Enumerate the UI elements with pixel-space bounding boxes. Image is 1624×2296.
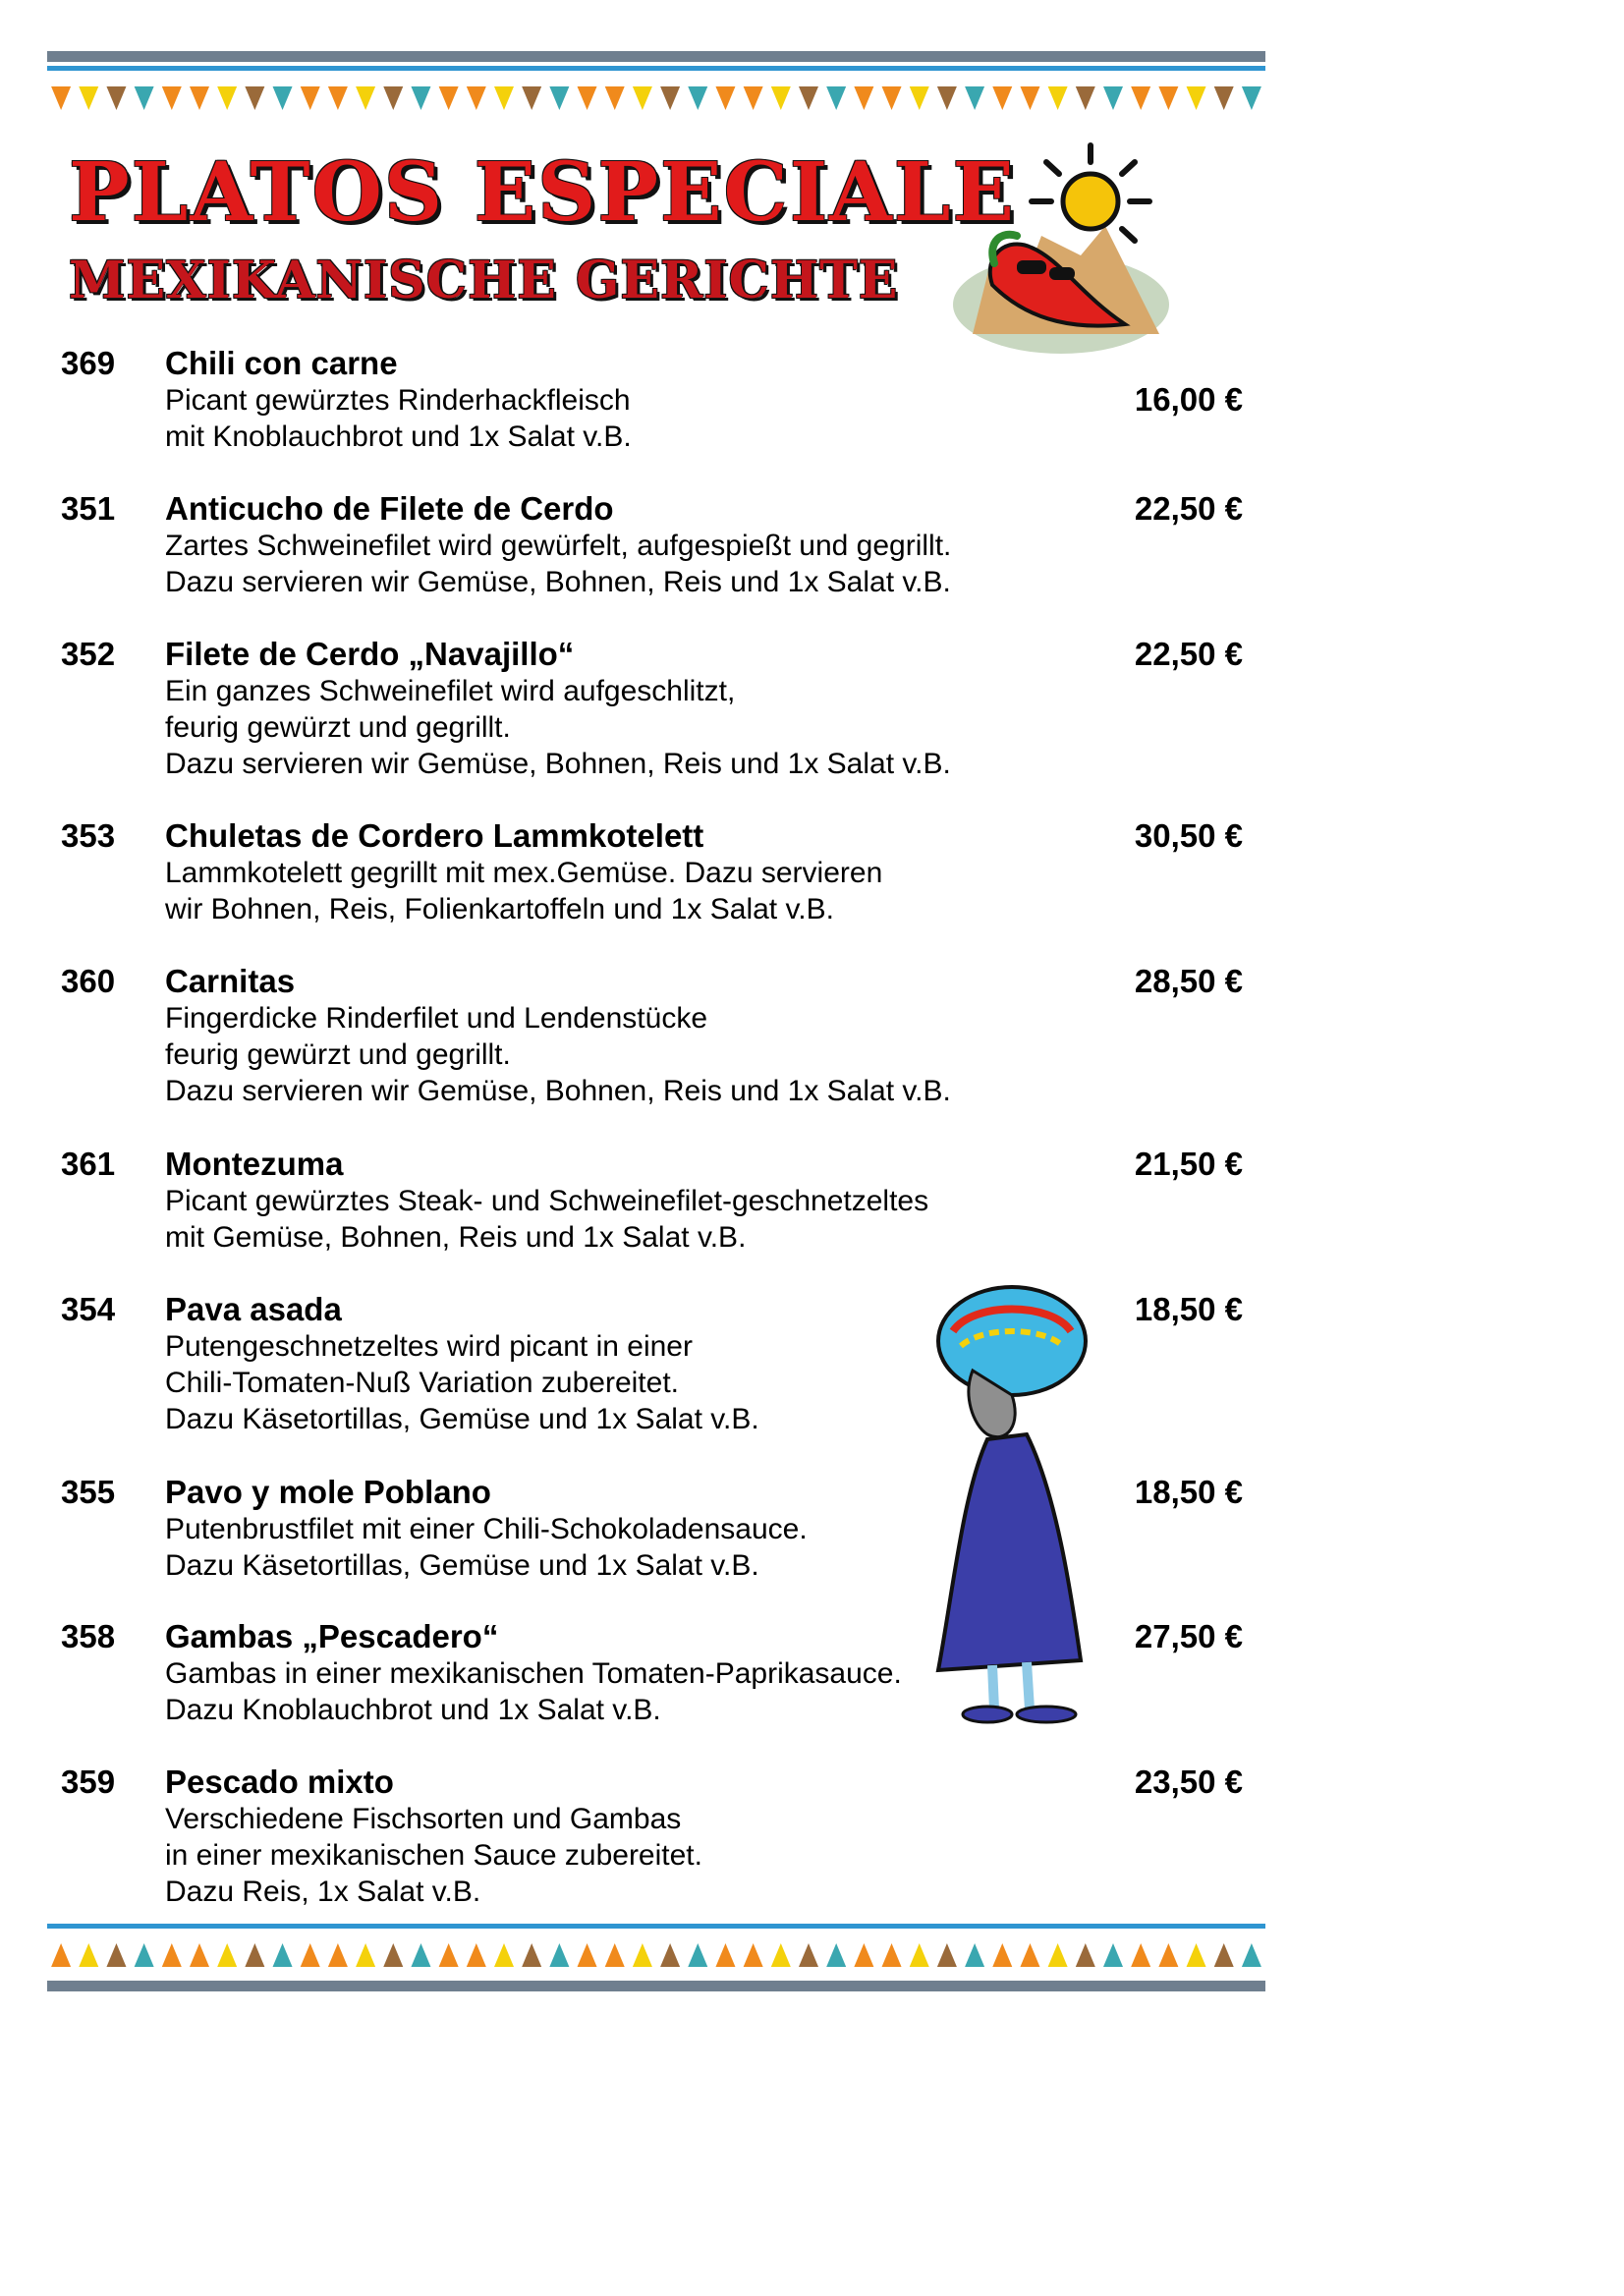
border-triangle (1131, 1943, 1150, 1967)
border-triangle (1048, 86, 1068, 110)
item-name: Pava asada (165, 1291, 342, 1327)
item-description-line: Verschiedene Fischsorten und Gambas (165, 1803, 682, 1835)
border-triangle (356, 86, 375, 110)
border-triangle (660, 86, 680, 110)
item-price: 16,00 € (1134, 381, 1243, 418)
item-description (165, 382, 632, 455)
border-triangle (605, 86, 625, 110)
border-triangle (439, 1943, 459, 1967)
item-description (165, 673, 951, 782)
item-number: 352 (61, 636, 116, 672)
border-triangle (992, 1943, 1012, 1967)
border-triangle (1242, 86, 1261, 110)
top-gray-line (47, 51, 1265, 62)
border-triangle (467, 86, 486, 110)
border-triangle (1103, 86, 1123, 110)
sombrero-character-icon (933, 1277, 1130, 1729)
border-triangle (965, 86, 984, 110)
item-description-line: Chili-Tomaten-Nuß Variation zubereitet. (165, 1367, 679, 1399)
item-name: Filete de Cerdo „Navajillo“ (165, 636, 575, 672)
border-triangle (937, 86, 957, 110)
item-description-line: wir Bohnen, Reis, Folienkartoffeln und 1x Salat v.B. (165, 893, 834, 925)
border-triangle (744, 1943, 763, 1967)
item-name: Chuletas de Cordero Lammkotelett (165, 817, 704, 854)
border-triangle (605, 1943, 625, 1967)
item-description-line: Dazu servieren wir Gemüse, Bohnen, Reis und 1x Salat v.B. (165, 748, 951, 780)
page-title: PLATOS ESPECIALE (69, 145, 1016, 240)
item-description (165, 1511, 808, 1584)
border-triangle (51, 1943, 71, 1967)
item-number: 351 (61, 490, 116, 527)
bottom-border-band (47, 1924, 1265, 1994)
border-triangle (992, 86, 1012, 110)
item-price: 21,50 € (1134, 1146, 1243, 1182)
border-triangle (688, 86, 707, 110)
border-triangle (937, 1943, 957, 1967)
border-triangle (771, 86, 791, 110)
page-subtitle: MEXIKANISCHE GERICHTE (69, 251, 899, 310)
border-triangle (522, 86, 541, 110)
border-triangle (522, 1943, 541, 1967)
item-name: Anticucho de Filete de Cerdo (165, 490, 614, 527)
border-triangle (1020, 86, 1039, 110)
item-name: Montezuma (165, 1146, 344, 1182)
border-triangle (1214, 1943, 1234, 1967)
item-description-line: Fingerdicke Rinderfilet und Lendenstücke (165, 1002, 707, 1035)
border-triangle (826, 1943, 846, 1967)
border-triangle (799, 1943, 818, 1967)
item-price: 18,50 € (1134, 1291, 1243, 1327)
border-triangle (1076, 86, 1095, 110)
item-description-line: Picant gewürztes Steak- und Schweinefilet-geschnetzeltes (165, 1185, 929, 1217)
bottom-gray-line (47, 1981, 1265, 1991)
item-number: 361 (61, 1146, 116, 1182)
border-triangle (245, 1943, 264, 1967)
border-triangle (1242, 1943, 1261, 1967)
border-triangle (328, 1943, 348, 1967)
border-triangle (688, 1943, 707, 1967)
item-description (165, 1801, 702, 1910)
border-triangle (1103, 1943, 1123, 1967)
border-triangle (273, 86, 293, 110)
border-triangle (411, 86, 430, 110)
item-description-line: Dazu Käsetortillas, Gemüse und 1x Salat v.B. (165, 1549, 759, 1582)
border-triangle (328, 86, 348, 110)
item-description-line: in einer mexikanischen Sauce zubereitet. (165, 1839, 702, 1872)
border-triangle (910, 86, 929, 110)
border-triangle (1020, 1943, 1039, 1967)
item-number: 359 (61, 1764, 116, 1800)
border-triangle (1048, 1943, 1068, 1967)
border-triangle (273, 1943, 293, 1967)
border-triangle (660, 1943, 680, 1967)
border-triangle (882, 1943, 902, 1967)
border-triangle (467, 1943, 486, 1967)
item-description-line: Dazu servieren wir Gemüse, Bohnen, Reis und 1x Salat v.B. (165, 566, 951, 598)
border-triangle (715, 86, 735, 110)
border-triangle (578, 86, 597, 110)
item-description-line: Ein ganzes Schweinefilet wird aufgeschlitzt, (165, 675, 736, 707)
border-triangle (162, 86, 182, 110)
border-triangle (771, 1943, 791, 1967)
border-triangle (1187, 86, 1206, 110)
border-triangle (910, 1943, 929, 1967)
border-triangle (1187, 1943, 1206, 1967)
border-triangle (383, 86, 403, 110)
item-description-line: mit Gemüse, Bohnen, Reis und 1x Salat v.B. (165, 1221, 747, 1254)
border-triangle (633, 86, 652, 110)
border-triangle (549, 86, 569, 110)
item-description-line: mit Knoblauchbrot und 1x Salat v.B. (165, 420, 632, 453)
item-description (165, 855, 882, 927)
top-triangle-pattern (47, 79, 1265, 118)
border-triangle (744, 86, 763, 110)
border-triangle (356, 1943, 375, 1967)
border-triangle (301, 1943, 320, 1967)
item-number: 360 (61, 963, 116, 999)
item-description-line: feurig gewürzt und gegrillt. (165, 1038, 511, 1071)
border-triangle (578, 1943, 597, 1967)
border-triangle (190, 86, 209, 110)
item-description (165, 1655, 902, 1728)
border-triangle (217, 86, 237, 110)
item-number: 358 (61, 1618, 116, 1654)
border-triangle (245, 86, 264, 110)
border-triangle (190, 1943, 209, 1967)
border-triangle (411, 1943, 430, 1967)
item-price: 28,50 € (1134, 963, 1243, 999)
item-price: 18,50 € (1134, 1474, 1243, 1510)
border-triangle (135, 1943, 154, 1967)
bottom-blue-line (47, 1924, 1265, 1929)
border-triangle (217, 1943, 237, 1967)
border-triangle (633, 1943, 652, 1967)
item-number: 355 (61, 1474, 116, 1510)
border-triangle (882, 86, 902, 110)
item-description (165, 528, 951, 600)
top-blue-line (47, 66, 1265, 71)
item-price: 27,50 € (1134, 1618, 1243, 1654)
item-price: 22,50 € (1134, 490, 1243, 527)
border-triangle (439, 86, 459, 110)
item-name: Chili con carne (165, 345, 398, 381)
border-triangle (715, 1943, 735, 1967)
item-description-line: Lammkotelett gegrillt mit mex.Gemüse. Dazu servieren (165, 857, 883, 889)
item-price: 23,50 € (1134, 1764, 1243, 1800)
border-triangle (1158, 1943, 1178, 1967)
border-triangle (799, 86, 818, 110)
border-triangle (79, 1943, 98, 1967)
item-name: Pavo y mole Poblano (165, 1474, 491, 1510)
item-description (165, 1183, 928, 1256)
border-triangle (106, 86, 126, 110)
border-triangle (494, 86, 514, 110)
item-name: Pescado mixto (165, 1764, 394, 1800)
sun-chili-icon (933, 138, 1179, 364)
item-description-line: Putenbrustfilet mit einer Chili-Schokoladensauce. (165, 1513, 808, 1545)
top-border-band (47, 51, 1265, 125)
item-number: 353 (61, 817, 116, 854)
item-description-line: Dazu Käsetortillas, Gemüse und 1x Salat v.B. (165, 1403, 759, 1435)
border-triangle (79, 86, 98, 110)
border-triangle (549, 1943, 569, 1967)
border-triangle (162, 1943, 182, 1967)
border-triangle (826, 86, 846, 110)
border-triangle (135, 86, 154, 110)
item-description-line: Picant gewürztes Rinderhackfleisch (165, 384, 631, 417)
item-description-line: Dazu servieren wir Gemüse, Bohnen, Reis und 1x Salat v.B. (165, 1075, 951, 1107)
item-description-line: Dazu Knoblauchbrot und 1x Salat v.B. (165, 1694, 661, 1726)
item-description-line: Zartes Schweinefilet wird gewürfelt, aufgespießt und gegrillt. (165, 530, 952, 562)
item-description (165, 1328, 759, 1437)
border-triangle (965, 1943, 984, 1967)
border-triangle (1214, 86, 1234, 110)
border-triangle (383, 1943, 403, 1967)
border-triangle (1131, 86, 1150, 110)
bottom-triangle-pattern (47, 1935, 1265, 1975)
border-triangle (106, 1943, 126, 1967)
border-triangle (1076, 1943, 1095, 1967)
item-description-line: feurig gewürzt und gegrillt. (165, 711, 511, 744)
border-triangle (854, 86, 873, 110)
border-triangle (494, 1943, 514, 1967)
border-triangle (1158, 86, 1178, 110)
item-description-line: Putengeschnetzeltes wird picant in einer (165, 1330, 693, 1363)
item-price: 30,50 € (1134, 817, 1243, 854)
item-price: 22,50 € (1134, 636, 1243, 672)
item-number: 369 (61, 345, 116, 381)
item-number: 354 (61, 1291, 116, 1327)
border-triangle (301, 86, 320, 110)
border-triangle (854, 1943, 873, 1967)
item-name: Gambas „Pescadero“ (165, 1618, 499, 1654)
item-description (165, 1000, 951, 1109)
item-description-line: Dazu Reis, 1x Salat v.B. (165, 1876, 481, 1908)
item-description-line: Gambas in einer mexikanischen Tomaten-Paprikasauce. (165, 1657, 902, 1690)
item-name: Carnitas (165, 963, 296, 999)
border-triangle (51, 86, 71, 110)
